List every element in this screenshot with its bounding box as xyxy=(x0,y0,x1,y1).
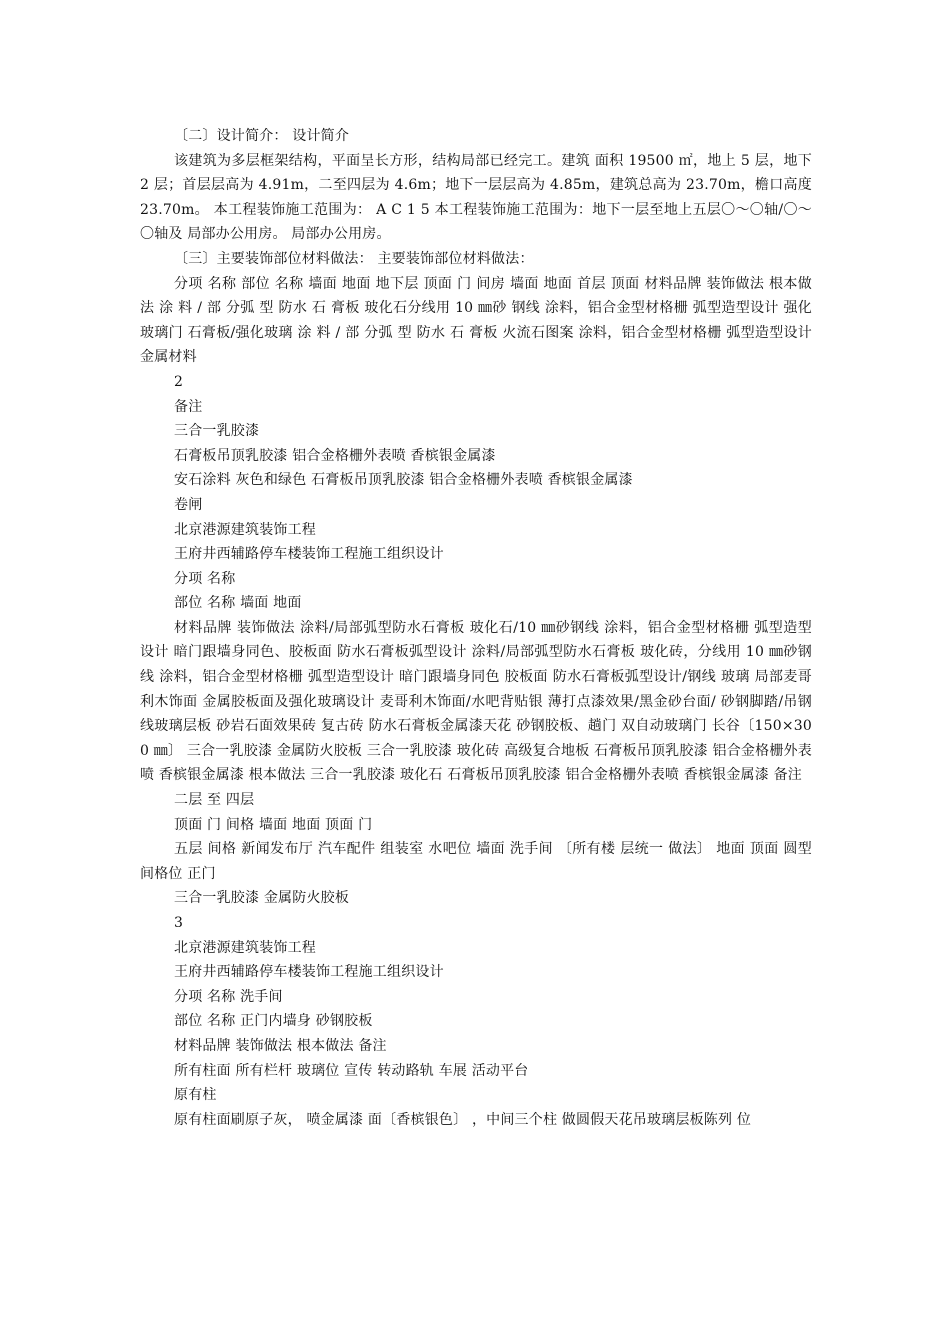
text-line: 备注 xyxy=(174,398,203,415)
text-line: 原有柱 xyxy=(174,1087,217,1104)
text-line: 三合一乳胶漆 金属防火胶板 xyxy=(174,890,350,907)
text-line: 二层 至 四层 xyxy=(174,792,255,809)
text-line: 安石涂料 灰色和绿色 石膏板吊顶乳胶漆 铝合金格栅外表喷 香槟银金属漆 xyxy=(174,472,633,489)
section-heading-materials: 〔三〕主要装饰部位材料做法： 主要装饰部位材料做法： xyxy=(174,250,534,267)
document-title: 王府井西辅路停车楼装饰工程施工组织设计 xyxy=(174,546,444,563)
document-title: 王府井西辅路停车楼装饰工程施工组织设计 xyxy=(174,964,444,981)
section-heading-design-intro: 〔二〕设计简介： 设计简介 xyxy=(174,128,350,144)
text-line: 分项 名称 洗手间 xyxy=(174,988,283,1005)
page-number: 2 xyxy=(174,373,184,390)
company-name: 北京港源建筑装饰工程 xyxy=(174,939,316,956)
paragraph-building-overview: 该建筑为多层框架结构，平面呈长方形，结构局部已经完工。建筑 面积 19500 ㎡，地上 5 层，地下 2 层；首层层高为 4.91m，二至四层为 4.6m；地下一层层高为 4.85m，建筑总高为 23.70m，檐口高度 23.70m。 本工程装饰施工范围为： A C 1 5 本工程装饰施工范围为：地下一层至地上五层〇～〇轴/〇～〇轴及 局部办公用房。 局部办公用房。 xyxy=(140,152,812,243)
document-body xyxy=(140,124,812,1132)
paragraph-materials-table-text: 分项 名称 部位 名称 墙面 地面 地下层 顶面 门 间房 墙面 地面 首层 顶面 材料品牌 装饰做法 根本做法 涂 料 / 部 分弧 型 防水 石 膏板 玻化石分线用 10 ㎜砂 钢线 涂料，铝合金型材格栅 弧型造型设计 强化玻璃门 石膏板/强化玻璃 涂 料 / 部 分弧 型 防水 石 膏板 火流石图案 涂料，铝合金型材格栅 弧型造型设计 金属材料 xyxy=(140,275,812,366)
text-line: 部位 名称 墙面 地面 xyxy=(174,595,302,612)
text-line: 部位 名称 正门内墙身 砂钢胶板 xyxy=(174,1013,373,1030)
company-name: 北京港源建筑装饰工程 xyxy=(174,521,316,538)
text-line: 材料品牌 装饰做法 根本做法 备注 xyxy=(174,1037,387,1054)
paragraph-column-finish: 原有柱面刷原子灰， 喷金属漆 面〔香槟银色〕 ，中间三个柱 做圆假天花吊玻璃层板陈列 位 xyxy=(174,1111,752,1128)
paragraph-fifth-floor: 五层 间格 新闻发布厅 汽车配件 组装室 水吧位 墙面 洗手间 〔所有楼 层统一 做法〕 地面 顶面 圆型间格位 正门 xyxy=(140,841,812,882)
paragraph-materials-detail: 材料品牌 装饰做法 涂料/局部弧型防水石膏板 玻化石/10 ㎜砂钢线 涂料，铝合金型材格栅 弧型造型设计 暗门跟墙身同色、胶板面 防水石膏板弧型设计 涂料/局部弧型防水石膏板 玻化砖，分线用 10 ㎜砂钢 线 涂料，铝合金型材格栅 弧型造型设计 暗门跟墙身同色 胶板面 防水石膏板弧型设计/钢线 玻璃 局部麦哥利木饰面 金属胶板面及强化玻璃设计 麦哥利木饰面/水吧背贴银 薄打点漆效果/黑金砂台面/ 砂钢脚踏/吊钢线玻璃层板 砂岩石面效果砖 复古砖 防水石膏板金属漆天花 砂钢胶板、趟门 双自动玻璃门 长谷〔150×300 ㎜〕 三合一乳胶漆 金属防火胶板 三合一乳胶漆 玻化砖 高级复合地板 石膏板吊顶乳胶漆 铝合金格栅外表喷 香槟银金属漆 根本做法 三合一乳胶漆 玻化石 石膏板吊顶乳胶漆 铝合金格栅外表喷 香槟银金属漆 备注 xyxy=(140,619,812,784)
text-line: 所有柱面 所有栏杆 玻璃位 宣传 转动路轨 车展 活动平台 xyxy=(174,1062,529,1079)
text-line: 顶面 门 间格 墙面 地面 顶面 门 xyxy=(174,816,373,833)
text-line: 三合一乳胶漆 xyxy=(174,423,260,440)
text-line: 石膏板吊顶乳胶漆 铝合金格栅外表喷 香槟银金属漆 xyxy=(174,447,496,464)
text-line: 分项 名称 xyxy=(174,570,236,587)
text-line: 卷闸 xyxy=(174,496,203,513)
page-number: 3 xyxy=(174,915,184,931)
